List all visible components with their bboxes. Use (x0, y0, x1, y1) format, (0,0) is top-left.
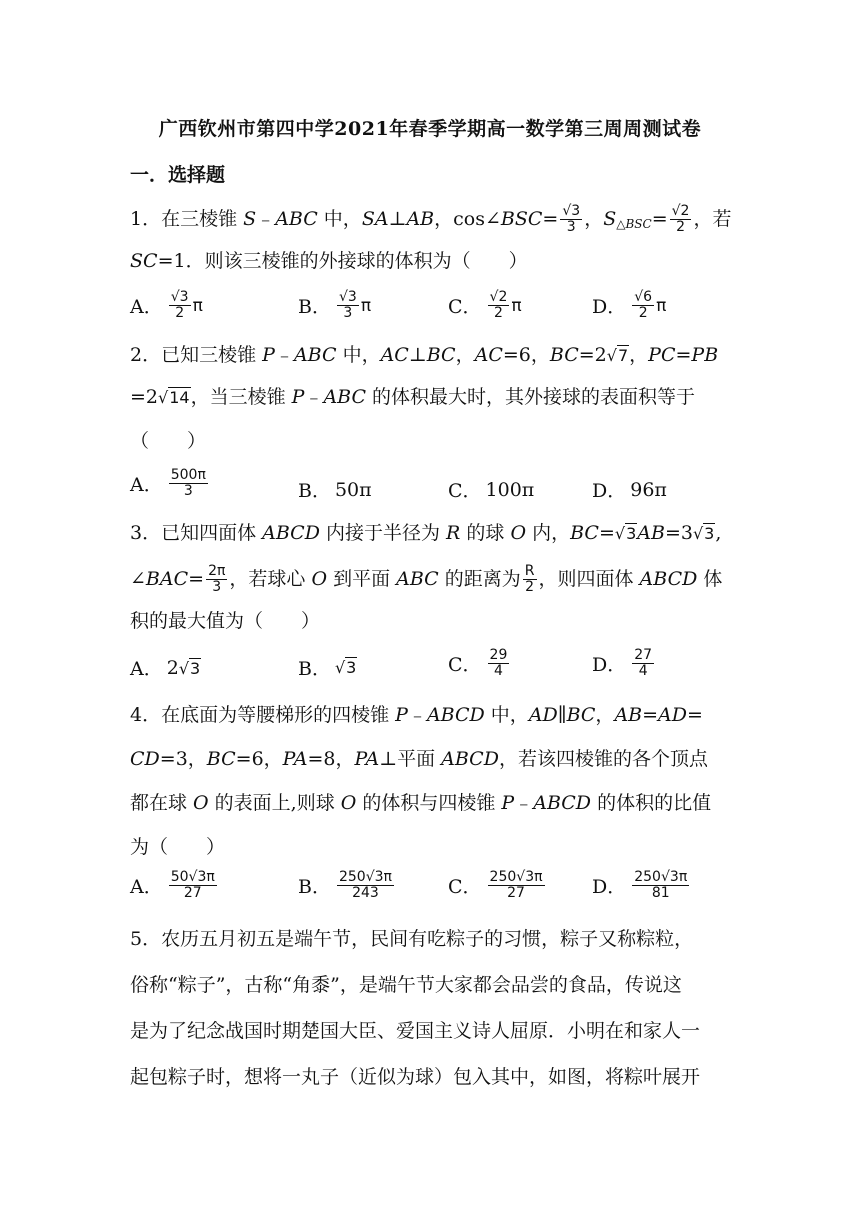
q3-option-d[interactable]: D． $\frac{27}{4}$ (592, 647, 653, 680)
q3-stem-line-3: 积的最大值为（ ） (130, 610, 321, 632)
q5-stem-line-1: 5．农历五月初五是端午节，民间有吃粽子的习惯，粽子又称粽粒， (130, 928, 694, 950)
q2-option-d[interactable]: D． 96π (592, 478, 667, 502)
q3-options (130, 648, 730, 688)
q1-option-d[interactable]: D． $\frac{√6}{2}$ π (592, 289, 667, 322)
q3-stem-line-1: 3．已知四面体 ABCD 内接于半径为 R 的球 O 内，BC=√3AB=3√3, (130, 522, 722, 544)
q3-stem-line-2: ∠BAC= $\frac{2\pi}{3}$ ，若球心 O 到平面 ABC 的距离为 $\frac{R}{2}$ ，则四面体 ABCD 体 (130, 563, 723, 596)
q1-option-a[interactable]: A． $\frac{√3}{2}$ π (130, 289, 203, 322)
document-title: 广西钦州市第四中学2021年春季学期高一数学第三周周测试卷 (158, 118, 702, 140)
q1-cos-fraction: $\frac{√3}{3}$ (562, 203, 581, 236)
q4-option-c[interactable]: C． $\frac{250√3\pi}{27}$ (448, 869, 543, 902)
q4-stem-line-4: 为（ ） (130, 836, 226, 858)
q1-area-fraction: $\frac{√2}{2}$ (671, 203, 690, 236)
q1-options (130, 290, 730, 330)
q1-option-b[interactable]: B． $\frac{√3}{3}$ π (298, 289, 372, 322)
q4-options (130, 870, 730, 910)
q4-stem-line-2: CD=3，BC=6，PA=8，PA⊥平面 ABCD，若该四棱锥的各个顶点 (130, 748, 708, 770)
section-heading: 一．选择题 (130, 164, 226, 186)
q2-stem-line-2: =2√14，当三棱锥 P﹣ABC 的体积最大时，其外接球的表面积等于 (130, 386, 696, 408)
q2-option-b[interactable]: B． 50π (298, 478, 372, 502)
q4-option-a[interactable]: A． $\frac{50√3\pi}{27}$ (130, 869, 215, 902)
q3-option-a[interactable]: A． 2√3 (130, 656, 201, 680)
q3-option-b[interactable]: B． √3 (298, 658, 357, 680)
q1-stem-line-2: SC=1．则该三棱锥的外接球的体积为（ ） (130, 250, 528, 272)
q3-option-c[interactable]: C． $\frac{29}{4}$ (448, 647, 508, 680)
q1-stem-line-1: 1．在三棱锥 S﹣ABC 中，SA⊥AB，cos∠BSC= $\frac{√3}{3}$ ，$S_{\triangle BSC}=$ $\frac{√2}{2}$ ，若 (130, 203, 732, 236)
q4-stem-line-3: 都在球 O 的表面上,则球 O 的体积与四棱锥 P﹣ABCD 的体积的比值 (130, 792, 712, 814)
q2-stem-line-1: 2．已知三棱锥 P﹣ABC 中，AC⊥BC，AC=6，BC=2√7，PC=PB (130, 344, 719, 366)
q4-stem-line-1: 4．在底面为等腰梯形的四棱锥 P﹣ABCD 中，AD∥BC，AB=AD= (130, 704, 703, 726)
q1-text: 1．在三棱锥 S﹣ABC 中，SA⊥AB，cos∠BSC= (130, 207, 559, 230)
q4-option-d[interactable]: D． $\frac{250√3\pi}{81}$ (592, 869, 688, 902)
q2-option-a[interactable]: A． $\frac{500\pi}{3}$ (130, 467, 206, 500)
q5-stem-line-4: 起包粽子时，想将一丸子（近似为球）包入其中，如图，将粽叶展开 (130, 1066, 701, 1088)
q4-option-b[interactable]: B． $\frac{250√3\pi}{243}$ (298, 869, 392, 902)
q2-option-c[interactable]: C． 100π (448, 478, 535, 502)
q2-options (130, 468, 730, 508)
q5-stem-line-2: 俗称“粽子”，古称“角黍”，是端午节大家都会品尝的食品，传说这 (130, 974, 682, 996)
q5-stem-line-3: 是为了纪念战国时期楚国大臣、爱国主义诗人屈原．小明在和家人一 (130, 1020, 701, 1042)
q1-option-c[interactable]: C． $\frac{√2}{2}$ π (448, 289, 522, 322)
q2-stem-line-3: （ ） (130, 430, 207, 452)
